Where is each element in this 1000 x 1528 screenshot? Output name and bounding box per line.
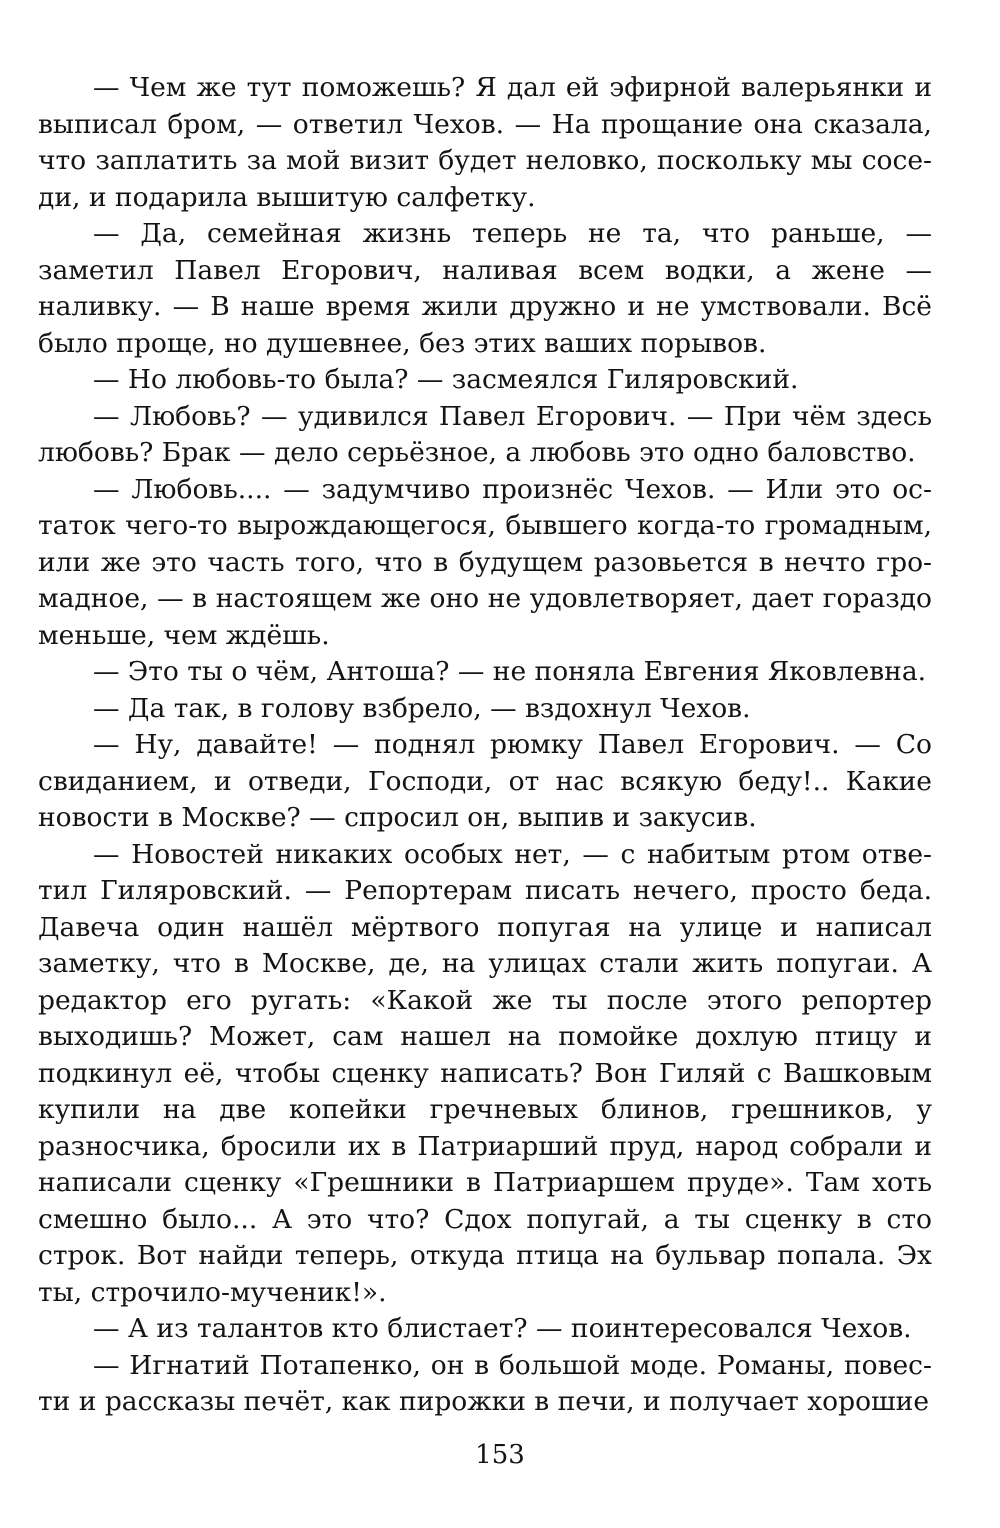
paragraph: — Да, семейная жизнь теперь не та, что раньше, — заметил Павел Егорович, наливая всем водки, а жене — наливку. — В наше время жили дружно и не умствовали. Всё было проще, но душевнее, без этих ваших порывов. [38,218,932,359]
paragraph: — Любовь? — удивился Павел Егорович. — При чём здесь любовь? Брак — дело серьёзное, а любовь это одно баловство. [38,400,932,468]
paragraph: — Да так, в голову взбрело, — вздохнул Чехов. [93,692,751,724]
page-text-body [38,70,932,1421]
paragraph: — Но любовь-то была? — засмеялся Гиляровский. [93,364,799,395]
paragraph: — А из талантов кто блистает? — поинтересовался Чехов. [93,1313,912,1344]
paragraph: — Любовь.... — задумчиво произнёс Чехов. — Или это остаток чего-то вырождающегося, бывшего когда-то громадным, или же это часть того, что в будущем разовьется в нечто громадное, — в настоящем же оно не удовлетворяет, дает гораздо меньше, чем ждёшь. [38,473,932,651]
paragraph: — Новостей никаких особых нет, — с набитым ртом ответил Гиляровский. — Репортерам писать нечего, просто беда. Давеча один нашёл мёртвого попугая на улице и написал заметку, что в Москве, де, на улицах стали жить попугаи. А редактор его ругать: «Какой же ты после этого репортер выходишь? Может, сам нашел на помойке дохлую птицу и подкинул её, чтобы сценку написать? Вон Гиляй с Вашковым купили на две копейки гречневых блинов, грешников, у разносчика, бросили их в Патриарший пруд, народ собрали и написали сценку «Грешники в Патриаршем пруде». Там хоть смешно было... А это что? Сдох попугай, а ты сценку в сто строк. Вот найди теперь, откуда птица на бульвар попала. Эх ты, строчило-мученик!». [38,838,932,1308]
paragraph: — Ну, давайте! — поднял рюмку Павел Егорович. — Со свиданием, и отведи, Господи, от нас всякую беду!.. Какие новости в Москве? — спросил он, выпив и закусив. [38,729,932,833]
paragraph: — Это ты о чём, Антоша? — не поняла Евгения Яковлевна. [93,656,927,687]
paragraph: — Чем же тут поможешь? Я дал ей эфирной валерьянки и выписал бром, — ответил Чехов. — На прощание она сказала, что заплатить за мой визит будет неловко, поскольку мы соседи, и подарила вышитую салфетку. [38,72,932,213]
paragraph: — Игнатий Потапенко, он в большой моде. Романы, повести и рассказы печёт, как пирожки в печи, и получает хорошие [38,1349,932,1417]
page-number: 153 [475,1440,525,1470]
